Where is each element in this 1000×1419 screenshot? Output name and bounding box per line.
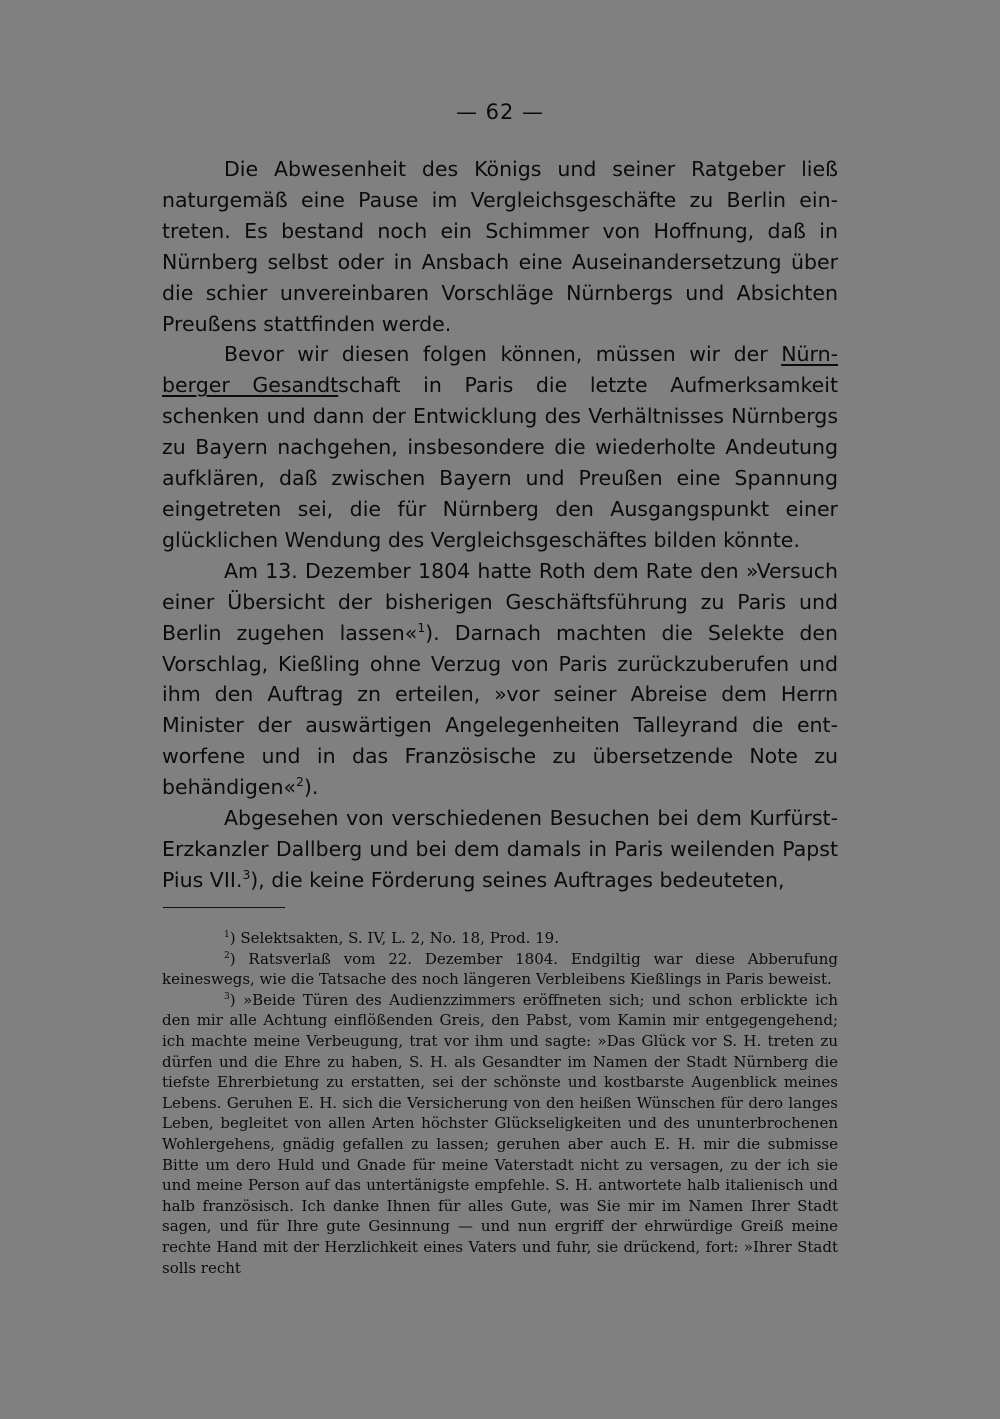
footnote-1-mark: 1	[224, 930, 230, 940]
footnote-ref-2: 2	[296, 775, 304, 790]
footnote-ref-3: 3	[242, 868, 251, 883]
paragraph-2-start: Bevor wir diesen folgen können, müssen wir der	[224, 342, 782, 367]
paragraph-4-part-a: Abgesehen von verschiedenen Besuchen bei dem Kurfürst-Erzkanzler Dallberg und bei dem damals in Paris weilenden Papst Pius VII.	[162, 806, 838, 892]
paragraph-3-part-b: ). Darnach machten die Selekte den Vorschlag, Kießling ohne Verzug von Paris zurückzuberufen und ihm den Auftrag zn erteilen, »vor seiner Abreise dem Herrn Minister der auswärtigen Angelegenheiten Talleyrand die entworfene und in das Französische zu übersetzende Note zu behändigen«	[162, 620, 839, 800]
footnote-3-text: ) »Beide Türen des Audienzzimmers eröffneten sich; und schon erblickte ich den mir alle Achtung einflößenden Greis, den Pabst, vom Kamin mir entgegengehend; ich machte meine Verbeugung, trat vor ihm und sagte: »Das Glück vor S. H. treten zu dürfen und die Ehre zu haben, S. H. als Gesandter im Namen der Stadt Nürnberg die tiefste Ehrerbietung zu erstatten, sei der schönste und kostbarste Augenblick meines Lebens. Geruhen E. H. sich die Versicherung von den heißen Wünschen für dero langes Leben, begleitet von allen Arten höchster Glückseligkeiten und des ununterbrochenen Wohlergehens, gnädig gefallen zu lassen; geruhen aber auch E. H. mir die submisse Bitte um dero Huld und Gnade für meine Vaterstadt nicht zu versagen, zu der ich sie und meine Person auf das untertänigste empfehle. S. H. antwortete halb italienisch und halb französisch. Ich danke Ihnen für alles Gute, was Sie mir im Namen Ihrer Stadt sagen, und für Ihre gute Gesinnung — und nun ergriff der ehrwürdige Greiß meine rechte Hand mit der Herzlichkeit eines Vaters und fuhr, sie drückend, fort: »Ihrer Stadt solls recht	[162, 990, 838, 1277]
underlined-phrase: Nürnberger Gesandt	[162, 342, 838, 398]
footnote-3	[162, 990, 838, 1278]
paragraph-4-part-b: ), die keine Förderung seines Auftrages bedeuteten,	[250, 867, 785, 892]
paragraph-2	[162, 339, 838, 555]
paragraph-3-part-c: ).	[303, 775, 319, 800]
footnote-2-mark: 2	[224, 950, 230, 961]
footnote-1-text: ) Selektsakten, S. IV, L. 2, No. 18, Prod. 19.	[229, 929, 559, 947]
paragraph-2-rest: schaft in Paris die letzte Aufmerksamkeit schenken und dann der Entwicklung des Verhältnisses Nürnbergs zu Bayern nachgehen, insbesondere die wiederholte Andeutung aufklären, daß zwischen Bayern und Preußen eine Spannung eingetreten sei, die für Nürnberg den Ausgangspunkt einer glücklichen Wendung des Vergleichsgeschäftes bilden könnte.	[162, 373, 839, 552]
footnote-2	[162, 949, 838, 990]
footnote-separator	[163, 907, 285, 908]
paragraph-3-part-a: Am 13. Dezember 1804 hatte Roth dem Rate den »Versuch einer Übersicht der bisherigen Geschäftsführung zu Paris und Berlin zugehen lassen«	[162, 558, 838, 645]
footnote-3-mark: 3	[224, 991, 230, 1002]
page-number: — 62 —	[455, 100, 545, 124]
main-text	[162, 154, 838, 896]
footnote-ref-1: 1	[417, 620, 426, 635]
footnote-1	[162, 928, 838, 949]
paragraph-4	[162, 803, 838, 896]
footnotes	[162, 928, 838, 1278]
footnote-2-text: ) Ratsverlaß vom 22. Dezember 1804. Endgiltig war diese Abberufung keineswegs, wie die Tatsache des noch längeren Verbleibens Kießlings in Paris beweist.	[162, 949, 838, 989]
paragraph-1: Die Abwesenheit des Königs und seiner Ratgeber ließ naturgemäß eine Pause im Vergleichsgeschäfte zu Berlin eintreten. Es bestand noch ein Schimmer von Hoffnung, daß in Nürnberg selbst oder in Ansbach eine Auseinandersetzung über die schier unvereinbaren Vorschläge Nürnbergs und Absichten Preußens stattfinden werde.	[162, 157, 838, 336]
paragraph-3	[162, 556, 838, 803]
